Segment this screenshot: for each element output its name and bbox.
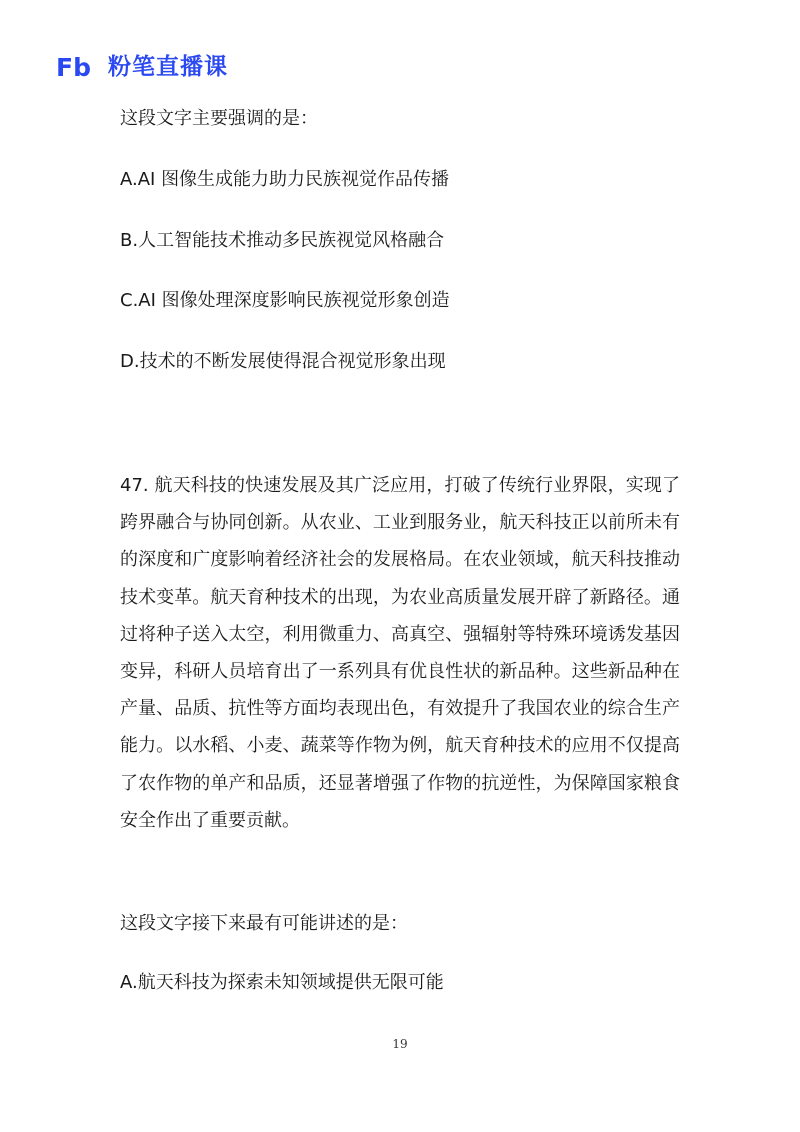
question-prompt: 这段文字主要强调的是： (120, 108, 318, 129)
option-c: C.AI 图像处理深度影响民族视觉形象创造 (120, 290, 450, 311)
svg-text:Fb: Fb (56, 54, 91, 80)
page-header (56, 52, 228, 82)
fenbi-logo-icon (56, 54, 100, 80)
option-a: A.AI 图像生成能力助力民族视觉作品传播 (120, 169, 450, 190)
option-d: D.技术的不断发展使得混合视觉形象出现 (120, 351, 446, 372)
option-a-47: A.航天科技为探索未知领域提供无限可能 (120, 972, 444, 993)
question-prompt-47: 这段文字接下来最有可能讲述的是： (120, 913, 408, 934)
brand-name: 粉笔直播课 (108, 54, 228, 80)
passage-47: 47. 航天科技的快速发展及其广泛应用，打破了传统行业界限，实现了跨界融合与协同创新。从农业、工业到服务业，航天科技正以前所未有的深度和广度影响着经济社会的发展格局。在农业领域，航天科技推动技术变革。航天育种技术的出现，为农业高质量发展开辟了新路径。通过将种子送入太空，利用微重力、高真空、强辐射等特殊环境诱发基因变异，科研人员培育出了一系列具有优良性状的新品种。这些新品种在产量、品质、抗性等方面均表现出色，有效提升了我国农业的综合生产能力。以水稻、小麦、蔬菜等作物为例，航天育种技术的应用不仅提高了农作物的单产和品质，还显著增强了作物的抗逆性，为保障国家粮食安全作出了重要贡献。 (120, 475, 680, 831)
option-b: B.人工智能技术推动多民族视觉风格融合 (120, 230, 445, 251)
page-number: 19 (392, 1037, 408, 1051)
